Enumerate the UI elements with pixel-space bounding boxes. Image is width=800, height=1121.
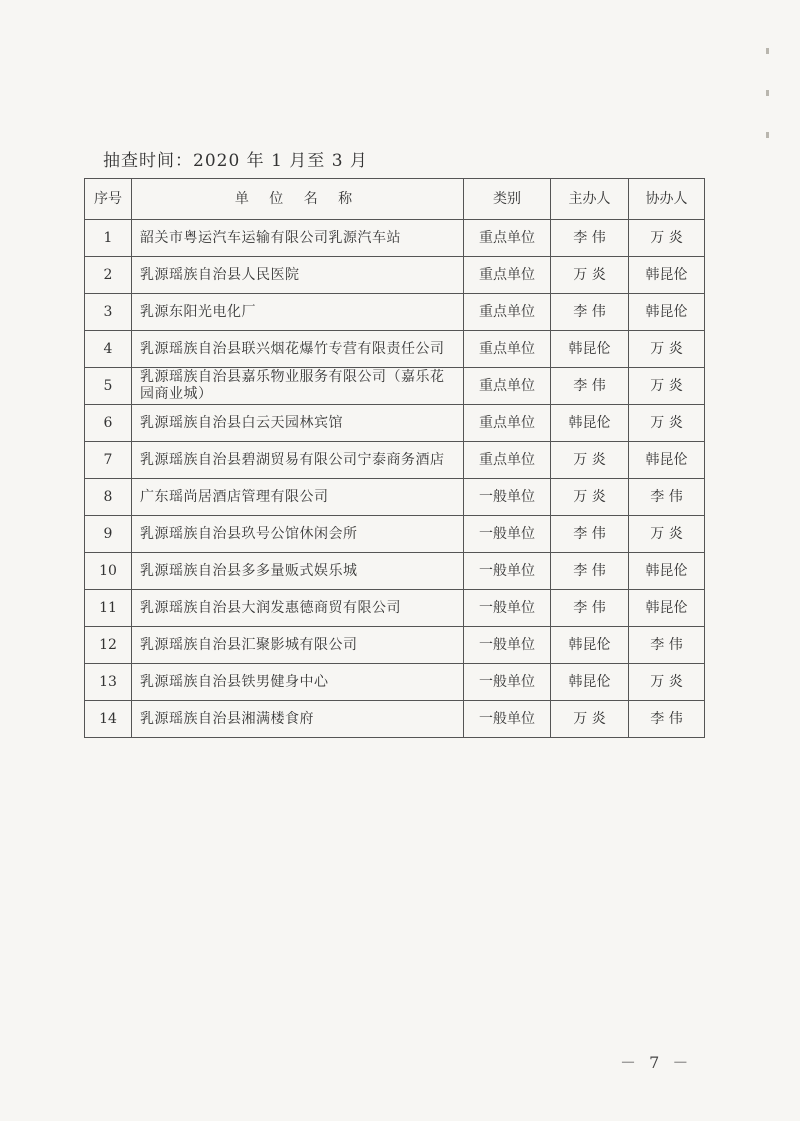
cell-host: 万 炎 (551, 701, 629, 738)
cell-unit-name: 乳源东阳光电化厂 (132, 294, 464, 331)
cell-host: 李 伟 (551, 368, 629, 405)
cell-no: 3 (85, 294, 132, 331)
header-type: 类别 (464, 179, 551, 220)
table-row (85, 664, 705, 701)
cell-type: 重点单位 (464, 294, 551, 331)
cell-no: 10 (85, 553, 132, 590)
scan-edge-marks (766, 48, 770, 138)
cell-no: 1 (85, 220, 132, 257)
cell-no: 4 (85, 331, 132, 368)
cell-host: 万 炎 (551, 479, 629, 516)
cell-type: 一般单位 (464, 553, 551, 590)
header-no: 序号 (85, 179, 132, 220)
table-row (85, 516, 705, 553)
cell-unit-name: 乳源瑶族自治县嘉乐物业服务有限公司（嘉乐花园商业城） (132, 368, 464, 405)
cell-host: 李 伟 (551, 220, 629, 257)
cell-type: 一般单位 (464, 627, 551, 664)
table-row (85, 405, 705, 442)
cell-host: 李 伟 (551, 516, 629, 553)
cell-assistant: 万 炎 (629, 516, 705, 553)
cell-assistant: 万 炎 (629, 368, 705, 405)
cell-unit-name: 韶关市粤运汽车运输有限公司乳源汽车站 (132, 220, 464, 257)
table-header-row (85, 179, 705, 220)
cell-unit-name: 乳源瑶族自治县铁男健身中心 (132, 664, 464, 701)
cell-unit-name: 乳源瑶族自治县白云天园林宾馆 (132, 405, 464, 442)
cell-assistant: 韩昆伦 (629, 257, 705, 294)
table-row (85, 479, 705, 516)
inspection-table (84, 178, 705, 738)
cell-assistant: 万 炎 (629, 664, 705, 701)
cell-no: 5 (85, 368, 132, 405)
cell-host: 韩昆伦 (551, 405, 629, 442)
cell-type: 一般单位 (464, 590, 551, 627)
cell-unit-name: 广东瑶尚居酒店管理有限公司 (132, 479, 464, 516)
cell-type: 一般单位 (464, 664, 551, 701)
cell-type: 一般单位 (464, 516, 551, 553)
cell-no: 2 (85, 257, 132, 294)
cell-assistant: 万 炎 (629, 405, 705, 442)
page-number: － 7 － (620, 1053, 693, 1072)
cell-host: 李 伟 (551, 590, 629, 627)
cell-type: 重点单位 (464, 220, 551, 257)
cell-type: 一般单位 (464, 701, 551, 738)
table-row (85, 220, 705, 257)
cell-host: 万 炎 (551, 257, 629, 294)
header-host: 主办人 (551, 179, 629, 220)
cell-no: 6 (85, 405, 132, 442)
cell-assistant: 韩昆伦 (629, 553, 705, 590)
cell-assistant: 李 伟 (629, 627, 705, 664)
cell-no: 7 (85, 442, 132, 479)
cell-host: 韩昆伦 (551, 331, 629, 368)
cell-unit-name: 乳源瑶族自治县汇聚影城有限公司 (132, 627, 464, 664)
cell-type: 重点单位 (464, 442, 551, 479)
table-row (85, 331, 705, 368)
table-body (85, 220, 705, 738)
table-row (85, 368, 705, 405)
cell-no: 8 (85, 479, 132, 516)
inspection-period-line: 抽查时间：2020 年 1 月至 3 月 (103, 151, 368, 171)
cell-unit-name: 乳源瑶族自治县多多量贩式娱乐城 (132, 553, 464, 590)
cell-assistant: 韩昆伦 (629, 442, 705, 479)
cell-unit-name: 乳源瑶族自治县大润发惠德商贸有限公司 (132, 590, 464, 627)
cell-host: 李 伟 (551, 294, 629, 331)
cell-assistant: 李 伟 (629, 479, 705, 516)
cell-type: 一般单位 (464, 479, 551, 516)
table-row (85, 294, 705, 331)
header-assistant: 协办人 (629, 179, 705, 220)
cell-no: 14 (85, 701, 132, 738)
table-row (85, 627, 705, 664)
cell-unit-name: 乳源瑶族自治县玖号公馆休闲会所 (132, 516, 464, 553)
cell-assistant: 韩昆伦 (629, 590, 705, 627)
cell-unit-name: 乳源瑶族自治县联兴烟花爆竹专营有限责任公司 (132, 331, 464, 368)
cell-type: 重点单位 (464, 257, 551, 294)
cell-unit-name: 乳源瑶族自治县湘满楼食府 (132, 701, 464, 738)
cell-no: 12 (85, 627, 132, 664)
cell-host: 韩昆伦 (551, 627, 629, 664)
table-row (85, 701, 705, 738)
cell-unit-name: 乳源瑶族自治县碧湖贸易有限公司宁泰商务酒店 (132, 442, 464, 479)
cell-host: 万 炎 (551, 442, 629, 479)
cell-unit-name: 乳源瑶族自治县人民医院 (132, 257, 464, 294)
cell-type: 重点单位 (464, 368, 551, 405)
cell-assistant: 李 伟 (629, 701, 705, 738)
cell-host: 韩昆伦 (551, 664, 629, 701)
cell-type: 重点单位 (464, 405, 551, 442)
table-row (85, 553, 705, 590)
cell-host: 李 伟 (551, 553, 629, 590)
cell-no: 11 (85, 590, 132, 627)
cell-assistant: 韩昆伦 (629, 294, 705, 331)
cell-no: 13 (85, 664, 132, 701)
cell-assistant: 万 炎 (629, 220, 705, 257)
table-row (85, 257, 705, 294)
table-row (85, 442, 705, 479)
cell-assistant: 万 炎 (629, 331, 705, 368)
cell-type: 重点单位 (464, 331, 551, 368)
header-unit-name: 单 位 名 称 (132, 179, 464, 220)
cell-no: 9 (85, 516, 132, 553)
table-row (85, 590, 705, 627)
